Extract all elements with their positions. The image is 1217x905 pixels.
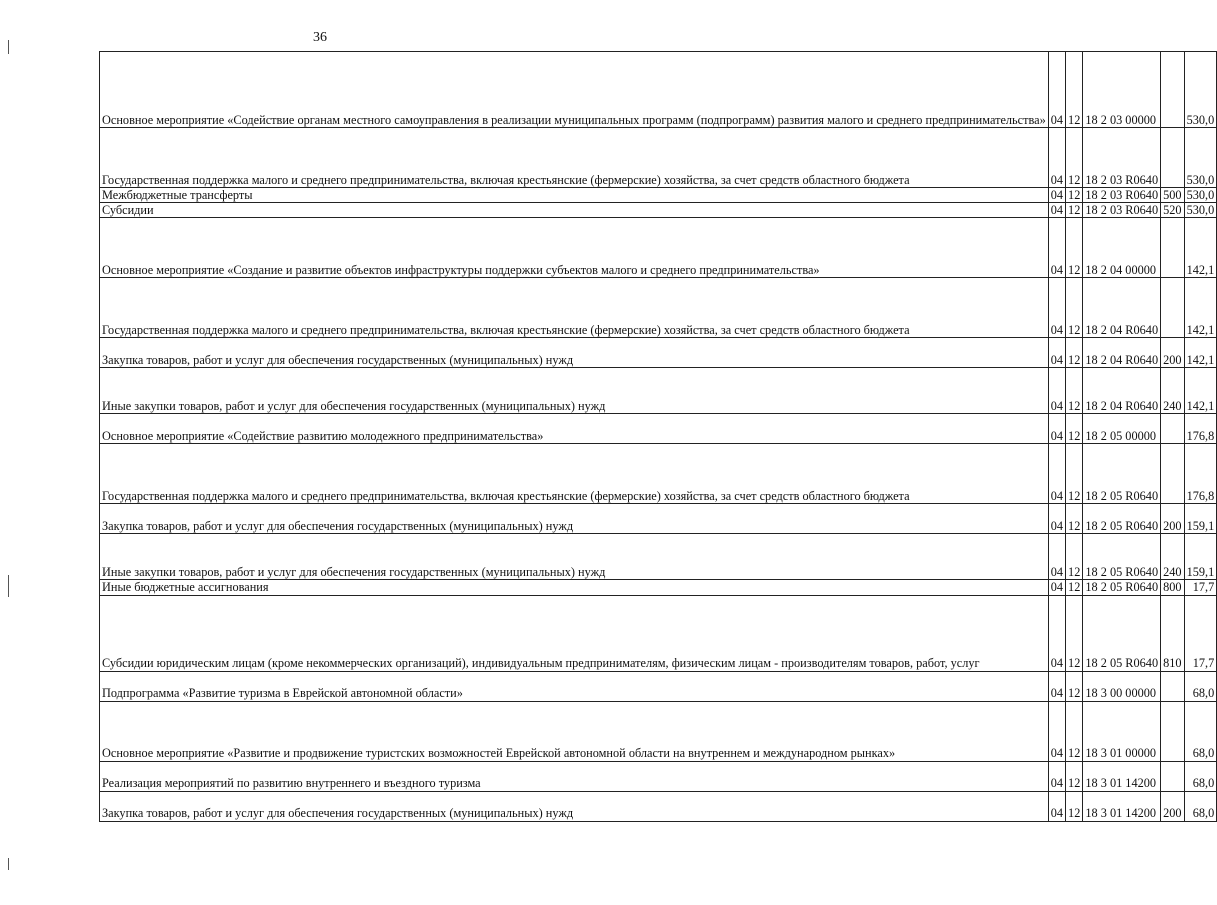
row-cost-item-cell: 18 2 04 R0640 <box>1083 278 1161 338</box>
row-amount-cell: 530,0 <box>1184 128 1217 188</box>
table-row <box>100 580 1217 595</box>
row-name-cell: Субсидии юридическим лицам (кроме некоммерческих организаций), индивидуальным предпринимателям, физическим лицам - производителям товаров, работ, услуг <box>100 595 1049 671</box>
row-subsection-cell: 12 <box>1066 534 1083 580</box>
row-cost-item-cell: 18 2 03 R0640 <box>1083 128 1161 188</box>
row-expense-type-cell: 800 <box>1161 580 1184 595</box>
table-row <box>100 791 1217 821</box>
table-row <box>100 203 1217 218</box>
row-name-cell: Иные закупки товаров, работ и услуг для обеспечения государственных (муниципальных) нужд <box>100 368 1049 414</box>
row-section-cell: 04 <box>1048 761 1065 791</box>
row-expense-type-cell <box>1161 444 1184 504</box>
row-cost-item-cell: 18 2 05 R0640 <box>1083 534 1161 580</box>
row-section-cell: 04 <box>1048 128 1065 188</box>
row-amount-cell: 530,0 <box>1184 52 1217 128</box>
row-name-cell: Закупка товаров, работ и услуг для обеспечения государственных (муниципальных) нужд <box>100 504 1049 534</box>
row-expense-type-cell: 240 <box>1161 534 1184 580</box>
row-subsection-cell: 12 <box>1066 338 1083 368</box>
row-cost-item-cell: 18 2 05 00000 <box>1083 414 1161 444</box>
row-section-cell: 04 <box>1048 444 1065 504</box>
row-cost-item-cell: 18 2 04 00000 <box>1083 218 1161 278</box>
table-row <box>100 128 1217 188</box>
row-section-cell: 04 <box>1048 338 1065 368</box>
table-row <box>100 278 1217 338</box>
table-row <box>100 504 1217 534</box>
row-amount-cell: 142,1 <box>1184 338 1217 368</box>
row-section-cell: 04 <box>1048 203 1065 218</box>
row-expense-type-cell: 200 <box>1161 338 1184 368</box>
table-row <box>100 534 1217 580</box>
row-cost-item-cell: 18 3 01 14200 <box>1083 791 1161 821</box>
row-section-cell: 04 <box>1048 595 1065 671</box>
row-section-cell: 04 <box>1048 671 1065 701</box>
row-name-cell: Закупка товаров, работ и услуг для обеспечения государственных (муниципальных) нужд <box>100 791 1049 821</box>
row-section-cell: 04 <box>1048 701 1065 761</box>
row-expense-type-cell <box>1161 761 1184 791</box>
row-amount-cell: 159,1 <box>1184 534 1217 580</box>
row-expense-type-cell: 500 <box>1161 188 1184 203</box>
row-section-cell: 04 <box>1048 278 1065 338</box>
row-subsection-cell: 12 <box>1066 414 1083 444</box>
row-cost-item-cell: 18 2 04 R0640 <box>1083 338 1161 368</box>
row-name-cell: Иные бюджетные ассигнования <box>100 580 1049 595</box>
budget-table <box>99 51 1217 822</box>
table-row <box>100 52 1217 128</box>
row-cost-item-cell: 18 2 04 R0640 <box>1083 368 1161 414</box>
table-row <box>100 595 1217 671</box>
row-cost-item-cell: 18 2 03 R0640 <box>1083 203 1161 218</box>
row-subsection-cell: 12 <box>1066 52 1083 128</box>
row-name-cell: Государственная поддержка малого и среднего предпринимательства, включая крестьянские (фермерские) хозяйства, за счет средств областного бюджета <box>100 128 1049 188</box>
row-subsection-cell: 12 <box>1066 444 1083 504</box>
table-row <box>100 671 1217 701</box>
row-amount-cell: 68,0 <box>1184 761 1217 791</box>
row-amount-cell: 68,0 <box>1184 791 1217 821</box>
row-subsection-cell: 12 <box>1066 218 1083 278</box>
row-cost-item-cell: 18 2 03 R0640 <box>1083 188 1161 203</box>
row-name-cell: Государственная поддержка малого и среднего предпринимательства, включая крестьянские (фермерские) хозяйства, за счет средств областного бюджета <box>100 444 1049 504</box>
margin-mark <box>8 858 9 870</box>
row-subsection-cell: 12 <box>1066 761 1083 791</box>
row-subsection-cell: 12 <box>1066 791 1083 821</box>
table-row <box>100 188 1217 203</box>
row-amount-cell: 142,1 <box>1184 368 1217 414</box>
row-expense-type-cell <box>1161 278 1184 338</box>
row-expense-type-cell <box>1161 414 1184 444</box>
row-amount-cell: 142,1 <box>1184 218 1217 278</box>
row-subsection-cell: 12 <box>1066 504 1083 534</box>
margin-mark <box>8 575 9 597</box>
row-expense-type-cell: 520 <box>1161 203 1184 218</box>
row-amount-cell: 176,8 <box>1184 414 1217 444</box>
row-name-cell: Субсидии <box>100 203 1049 218</box>
row-subsection-cell: 12 <box>1066 701 1083 761</box>
row-cost-item-cell: 18 2 05 R0640 <box>1083 595 1161 671</box>
row-cost-item-cell: 18 2 05 R0640 <box>1083 444 1161 504</box>
row-subsection-cell: 12 <box>1066 188 1083 203</box>
row-expense-type-cell <box>1161 128 1184 188</box>
table-row <box>100 368 1217 414</box>
row-name-cell: Межбюджетные трансферты <box>100 188 1049 203</box>
row-expense-type-cell: 200 <box>1161 504 1184 534</box>
row-amount-cell: 68,0 <box>1184 701 1217 761</box>
row-cost-item-cell: 18 3 01 14200 <box>1083 761 1161 791</box>
row-section-cell: 04 <box>1048 534 1065 580</box>
row-section-cell: 04 <box>1048 580 1065 595</box>
row-amount-cell: 68,0 <box>1184 671 1217 701</box>
table-row <box>100 414 1217 444</box>
row-amount-cell: 17,7 <box>1184 580 1217 595</box>
row-name-cell: Реализация мероприятий по развитию внутреннего и въездного туризма <box>100 761 1049 791</box>
row-name-cell: Государственная поддержка малого и среднего предпринимательства, включая крестьянские (фермерские) хозяйства, за счет средств областного бюджета <box>100 278 1049 338</box>
row-subsection-cell: 12 <box>1066 278 1083 338</box>
table-row <box>100 761 1217 791</box>
row-amount-cell: 17,7 <box>1184 595 1217 671</box>
row-cost-item-cell: 18 2 05 R0640 <box>1083 580 1161 595</box>
page-number: 36 <box>313 30 327 45</box>
row-subsection-cell: 12 <box>1066 671 1083 701</box>
row-subsection-cell: 12 <box>1066 580 1083 595</box>
row-amount-cell: 176,8 <box>1184 444 1217 504</box>
row-expense-type-cell: 200 <box>1161 791 1184 821</box>
table-row <box>100 218 1217 278</box>
margin-mark <box>8 40 9 54</box>
row-expense-type-cell: 810 <box>1161 595 1184 671</box>
row-section-cell: 04 <box>1048 791 1065 821</box>
row-subsection-cell: 12 <box>1066 128 1083 188</box>
row-subsection-cell: 12 <box>1066 368 1083 414</box>
row-expense-type-cell <box>1161 52 1184 128</box>
row-cost-item-cell: 18 2 05 R0640 <box>1083 504 1161 534</box>
row-name-cell: Закупка товаров, работ и услуг для обеспечения государственных (муниципальных) нужд <box>100 338 1049 368</box>
table-row <box>100 701 1217 761</box>
row-cost-item-cell: 18 3 01 00000 <box>1083 701 1161 761</box>
row-cost-item-cell: 18 3 00 00000 <box>1083 671 1161 701</box>
row-expense-type-cell <box>1161 218 1184 278</box>
row-subsection-cell: 12 <box>1066 595 1083 671</box>
row-section-cell: 04 <box>1048 414 1065 444</box>
row-subsection-cell: 12 <box>1066 203 1083 218</box>
row-section-cell: 04 <box>1048 218 1065 278</box>
row-section-cell: 04 <box>1048 504 1065 534</box>
row-name-cell: Иные закупки товаров, работ и услуг для обеспечения государственных (муниципальных) нужд <box>100 534 1049 580</box>
row-name-cell: Подпрограмма «Развитие туризма в Еврейской автономной области» <box>100 671 1049 701</box>
row-amount-cell: 142,1 <box>1184 278 1217 338</box>
row-name-cell: Основное мероприятие «Развитие и продвижение туристских возможностей Еврейской автономной области на внутреннем и международном рынках» <box>100 701 1049 761</box>
row-expense-type-cell: 240 <box>1161 368 1184 414</box>
row-expense-type-cell <box>1161 671 1184 701</box>
row-section-cell: 04 <box>1048 188 1065 203</box>
row-amount-cell: 159,1 <box>1184 504 1217 534</box>
row-cost-item-cell: 18 2 03 00000 <box>1083 52 1161 128</box>
table-row <box>100 444 1217 504</box>
row-section-cell: 04 <box>1048 368 1065 414</box>
row-name-cell: Основное мероприятие «Содействие органам местного самоуправления в реализации муниципальных программ (подпрограмм) развития малого и среднего предпринимательства» <box>100 52 1049 128</box>
row-name-cell: Основное мероприятие «Содействие развитию молодежного предпринимательства» <box>100 414 1049 444</box>
budget-table-body <box>100 52 1217 822</box>
table-row <box>100 338 1217 368</box>
row-section-cell: 04 <box>1048 52 1065 128</box>
row-amount-cell: 530,0 <box>1184 203 1217 218</box>
row-name-cell: Основное мероприятие «Создание и развитие объектов инфраструктуры поддержки субъектов малого и среднего предпринимательства» <box>100 218 1049 278</box>
row-amount-cell: 530,0 <box>1184 188 1217 203</box>
row-expense-type-cell <box>1161 701 1184 761</box>
